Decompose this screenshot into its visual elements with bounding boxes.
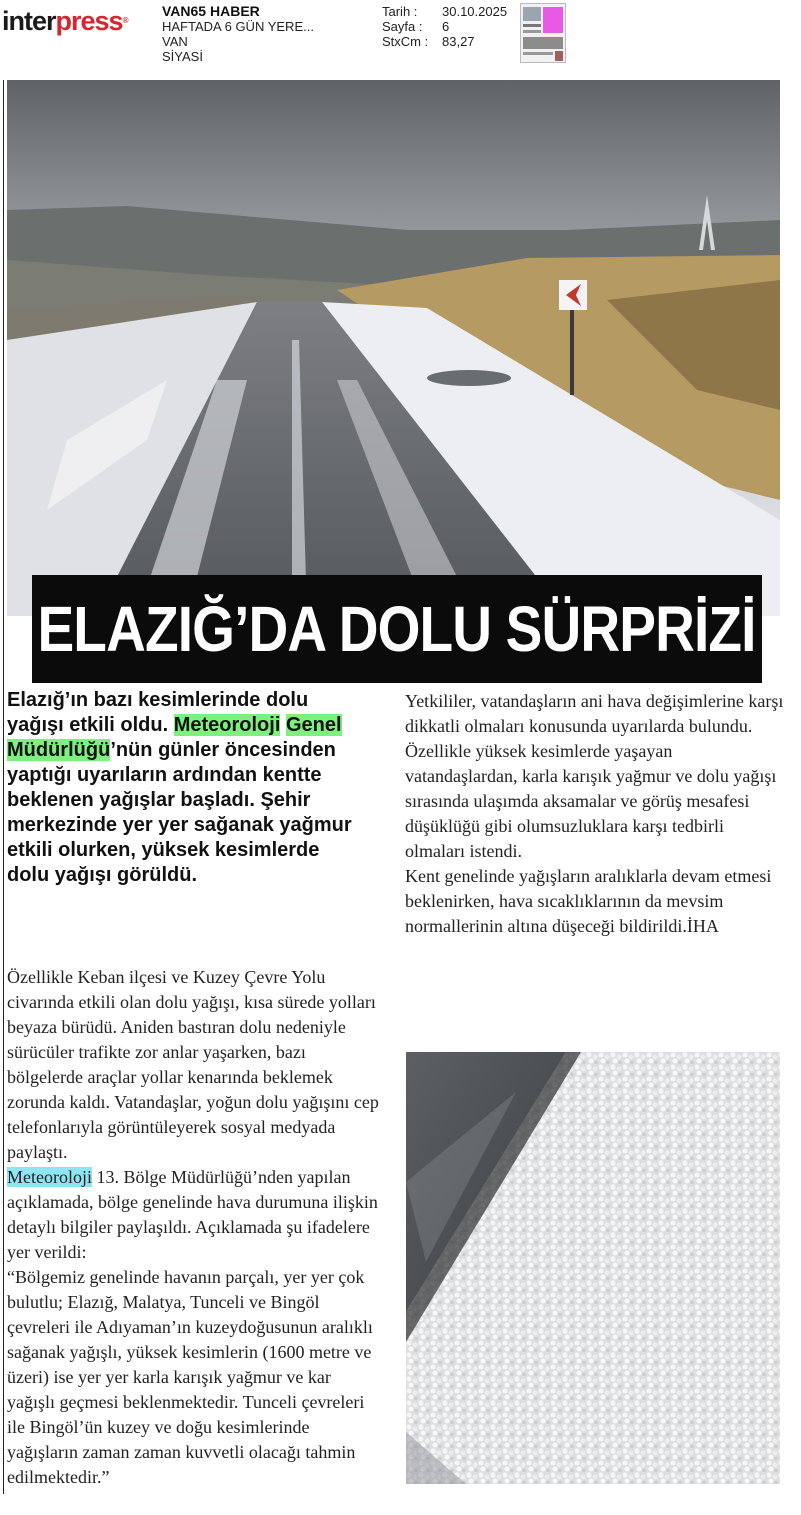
article-body-right	[405, 689, 785, 939]
meta-row-stxcm	[382, 34, 507, 49]
body-paragraph	[7, 1165, 379, 1265]
lead-text: ’nün günler öncesinden yaptığı uyarıların ardından kentte beklenen yağışlar başladı. Şehir merkezinde yer yer sağanak yağmur etkili olurken, yüksek kesimlerde dolu yağışı görüldü.	[7, 739, 352, 886]
body-paragraph: Özellikle Keban ilçesi ve Kuzey Çevre Yolu civarında etkili olan dolu yağışı, kısa sürede yolları beyaza bürüdü. Aniden bastıran dolu nedeniyle sürücüler trafikte zor anlar yaşarken, bazı bölgelerde araçlar yollar kenarında beklemek zorunda kaldı. Vatandaşlar, yoğun dolu yağışını cep telefonlarıyla görüntüleyerek sosyal medyada paylaştı.	[7, 967, 379, 1162]
logo-text-inter: inter	[2, 6, 56, 36]
logo-text-press: press	[55, 6, 123, 36]
meta-key: Tarih :	[382, 4, 418, 19]
body-paragraph: Kent genelinde yağışların aralıklarla devam etmesi beklenirken, hava sıcaklıklarının da mevsim normallerinin altına düşeceği bildirildi.İHA	[405, 866, 772, 936]
hail-road-photo	[7, 80, 780, 616]
hail-closeup-illustration	[406, 1052, 780, 1484]
highlighted-keyword: Meteoroloji	[173, 714, 281, 736]
highlighted-keyword: Meteoroloji	[7, 1167, 92, 1187]
meta-value: 6	[442, 19, 450, 34]
publication-category: SİYASİ	[162, 49, 203, 64]
meta-value: 30.10.2025	[442, 4, 508, 19]
article-body-left	[7, 965, 379, 1515]
highlighted-keyword: Müdürlüğü	[7, 739, 111, 761]
publication-frequency: HAFTADA 6 GÜN YERE...	[162, 19, 314, 34]
meta-row-date	[382, 4, 507, 19]
body-paragraph: Yetkililer, vatandaşların ani hava değişimlerine karşı dikkatli olmaları konusunda uyarılarda bulundu. Özellikle yüksek kesimlerde yaşayan vatandaşlardan, karla karışık yağmur ve dolu yağışı sırasında ulaşımda aksamalar ve görüş mesafesi düşüklüğü gibi olumsuzluklara karşı tedbirli olmaları istendi.	[405, 691, 784, 861]
column-rule	[3, 80, 4, 1494]
clipping-meta	[382, 4, 507, 49]
publication-info	[162, 4, 314, 64]
registered-mark: ®	[122, 16, 128, 25]
quote-paragraph: “Bölgemiz genelinde havanın parçalı, yer yer çok bulutlu; Elazığ, Malatya, Tunceli ve Bingöl çevreleri ile Adıyaman’ın kuzeydoğusunun aralıklı sağanak yağışlı, yüksek kesimlerin (1600 metre ve üzeri) ise yer yer karla karışık yağmur ve kar yağışlı geçmesi beklenmektedir. Tunceli çevreleri ile Bingöl’ün kuzey ve doğu kesimlerinde yağışların zaman zaman kuvvetli olacağı tahmin edilmektedir.”	[7, 1267, 373, 1487]
meta-key: Sayfa :	[382, 19, 423, 34]
publication-city: VAN	[162, 34, 188, 49]
meta-key: StxCm :	[382, 34, 429, 49]
interpress-logo	[2, 6, 127, 36]
hail-closeup-photo	[406, 1052, 780, 1484]
hail-road-illustration	[7, 80, 780, 616]
meta-value: 83,27	[442, 34, 475, 49]
highlighted-keyword: Genel	[285, 714, 342, 736]
headline-banner	[32, 575, 762, 683]
body-text: 13. Bölge Müdürlüğü’nden yapılan açıklamada, bölge genelinde hava durumuna ilişkin detaylı bilgiler paylaşıldı. Açıklamada şu ifadelere yer verildi:	[7, 1167, 378, 1262]
lead-text: Elazığ’ın bazı kesimlerinde dolu yağışı etkili oldu.	[7, 689, 309, 736]
page-thumbnail[interactable]	[520, 3, 566, 63]
publication-name: VAN65 HABER	[162, 3, 260, 19]
lead-paragraph	[7, 688, 367, 888]
headline: ELAZIĞ’DA DOLU SÜRPRİZİ	[37, 593, 757, 665]
meta-row-page	[382, 19, 507, 34]
